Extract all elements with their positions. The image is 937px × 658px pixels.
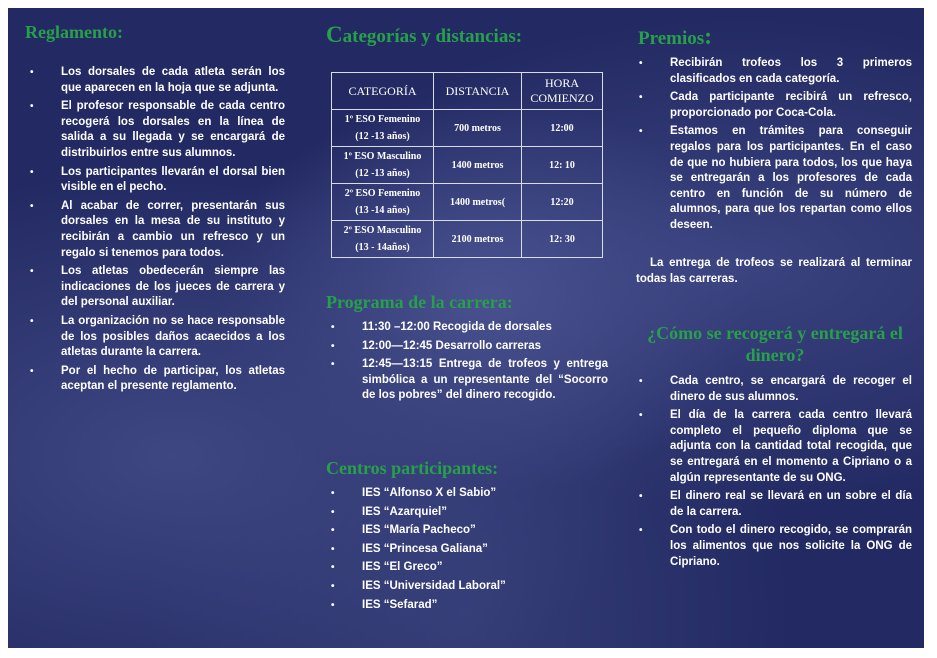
bullet-icon: • [331,525,335,537]
categorias-heading-initial: C [326,22,343,47]
premios-heading [638,24,712,51]
list-item [27,65,285,96]
list-item-text: 12:00—12:45 Desarrollo carreras [362,339,542,352]
categoria-edad: (13 - 14años) [355,242,410,253]
cell-hora: 12: 10 [522,147,603,184]
list-item [636,489,912,520]
list-item [27,199,285,261]
centros-heading: Centros participantes: [326,458,499,478]
list-item [328,579,608,595]
categoria-name: 1º ESO Masculino [343,151,422,162]
list-item [328,542,608,558]
list-item-text: Recibirán trofeos los 3 primeros clasificados en cada categoría. [670,57,912,85]
cell-distancia: 2100 metros [434,221,522,258]
reglamento-list [27,65,285,398]
list-item [328,486,608,502]
list-item [636,374,912,405]
list-item [27,99,285,161]
cell-categoria [332,110,434,147]
bullet-icon: • [331,488,335,499]
bullet-icon: • [331,562,335,574]
bullet-icon: • [639,410,643,422]
brochure-page [8,8,924,648]
list-item-text: Estamos en trámites para conseguir regalos para los participantes. En el caso de que no hubiera para todos, los que haya se entregarán a los profesores de cada centro en función de su número de alumnos, para que los repartan como ellos deseen. [670,125,912,231]
centros-list [328,486,608,616]
bullet-icon: • [331,340,335,352]
programa-heading: Programa de la carrera: [326,292,513,312]
reglamento-heading: Reglamento: [25,22,123,42]
table-row [332,110,603,147]
table-row [332,184,603,221]
list-item [636,523,912,570]
bullet-icon: • [30,315,34,327]
cell-categoria [332,221,434,258]
categoria-edad: (12 -13 años) [355,168,410,179]
table-row [332,221,603,258]
bullet-icon: • [30,67,34,78]
cell-distancia: 700 metros [434,110,522,147]
table-header-row [332,73,603,110]
list-item [636,56,912,87]
programa-list [328,320,608,407]
list-item-text: Al acabar de correr, presentarán sus dorsales en la mesa de su instituto y recibirán a cambio un refresco y un regalo si tenemos para todos. [61,199,285,259]
bullet-icon: • [30,200,34,212]
table-body [332,110,603,258]
header-categoria: CATEGORÍA [332,73,434,110]
list-item-text: Los dorsales de cada atleta serán los que aparecen en la hoja que se adjunta. [61,66,285,94]
cell-distancia: 1400 metros [434,147,522,184]
premios-list [636,56,912,237]
categoria-edad: (12 -13 años) [355,131,410,142]
list-item [328,505,608,521]
list-item [328,598,608,614]
cell-distancia: 1400 metros( [434,184,522,221]
list-item-text: IES “Azarquiel” [362,505,447,518]
premios-heading-colon: : [704,24,713,50]
categorias-heading [326,22,522,48]
cell-categoria [332,184,434,221]
list-item-text: Los atletas obedecerán siempre las indicaciones de los jueces de carrera y del personal auxiliar. [61,265,285,309]
list-item-text: IES “El Greco” [362,561,443,574]
list-item-text: IES “Universidad Laboral” [362,579,506,592]
list-item [328,560,608,576]
list-item-text: Cada centro, se encargará de recoger el dinero de sus alumnos. [670,375,912,403]
bullet-icon: • [639,92,643,104]
list-item-text: 11:30 –12:00 Recogida de dorsales [362,321,552,333]
bullet-icon: • [639,525,643,537]
categorias-heading-rest: ategorías y distancias: [342,26,523,47]
list-item-text: Los participantes llevarán el dorsal bien visible en el pecho. [61,165,285,194]
list-item [636,90,912,121]
list-item-text: IES “Sefarad” [362,598,438,611]
list-item-text: IES “María Pacheco” [362,524,476,537]
list-item-text: Por el hecho de participar, los atletas aceptan el presente reglamento. [61,364,285,393]
categoria-edad: (13 -14 años) [355,205,410,216]
list-item [27,264,285,311]
bullet-icon: • [30,101,34,113]
bullet-icon: • [331,543,335,555]
header-hora: HORA COMIENZO [522,73,603,110]
dinero-list [636,374,912,573]
dinero-heading: ¿Cómo se recogerá y entregará el dinero? [647,323,903,365]
cell-hora: 12: 30 [522,221,603,258]
bullet-icon: • [331,322,335,333]
header-distancia: DISTANCIA [434,73,522,110]
bullet-icon: • [639,126,643,138]
cell-hora: 12:00 [522,110,603,147]
table-row [332,147,603,184]
list-item-text: Con todo el dinero recogido, se comprarán los alimentos que nos solicite la ONG de Cipriano. [670,524,912,568]
list-item-text: La organización no se hace responsable de los posibles daños acaecidos a los atletas durante la carrera. [61,314,285,359]
trofeos-note: La entrega de trofeos se realizará al terminar todas las carreras. [636,257,912,285]
bullet-icon: • [30,365,34,377]
bullet-icon: • [639,376,643,387]
categoria-name: 2º ESO Masculino [343,225,422,236]
premios-heading-text: Premios [638,28,705,49]
list-item [328,339,608,355]
cell-hora: 12:20 [522,184,603,221]
categoria-name: 2º ESO Femenino [344,188,421,199]
list-item [328,523,608,539]
categorias-table [331,72,603,258]
bullet-icon: • [331,506,335,518]
bullet-icon: • [331,359,335,371]
list-item-text: IES “Princesa Galiana” [362,542,488,555]
list-item-text: El dinero real se llevará en un sobre el día de la carrera. [670,490,912,518]
list-item-text: El profesor responsable de cada centro recogerá los dorsales en la línea de salida a su llegada y se encargará de distribuirlos entre sus alumnos. [61,100,285,159]
list-item-text: El día de la carrera cada centro llevará completo el pequeño diploma que se adjunta con la cantidad total recogida, que se entregará en el momento a Cipriano o a algún representante de su ONG. [670,409,912,484]
bullet-icon: • [331,580,335,592]
bullet-icon: • [30,266,34,278]
list-item [27,165,285,196]
bullet-icon: • [639,491,643,503]
bullet-icon: • [331,599,335,611]
list-item [328,357,608,404]
list-item [27,364,285,395]
list-item [636,408,912,486]
cell-categoria [332,147,434,184]
bullet-icon: • [30,166,34,178]
list-item-text: 12:45—13:15 Entrega de trofeos y entrega simbólica a un representante del “Socorro de los pobres” del dinero recogido. [362,358,608,402]
list-item-text: IES “Alfonso X el Sabio” [362,487,497,499]
list-item [328,320,608,336]
categoria-name: 1º ESO Femenino [344,114,421,125]
list-item [27,314,285,361]
bullet-icon: • [639,58,643,69]
list-item [636,124,912,233]
list-item-text: Cada participante recibirá un refresco, proporcionado por Coca-Cola. [670,91,912,119]
